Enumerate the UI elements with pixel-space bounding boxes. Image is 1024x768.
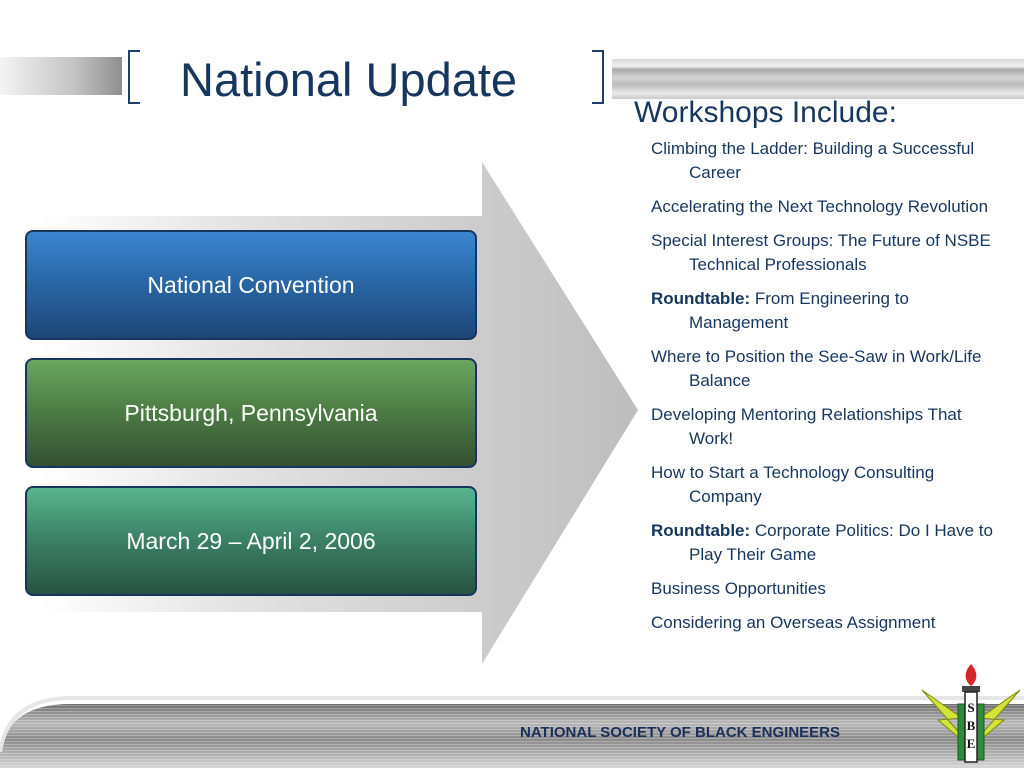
- workshop-item: Where to Position the See-Saw in Work/Life Balance: [651, 347, 982, 390]
- workshop-list: [651, 137, 1001, 645]
- workshop-item: Considering an Overseas Assignment: [651, 613, 936, 632]
- workshop-item: Roundtable: Corporate Politics: Do I Have to Play Their Game: [651, 521, 993, 564]
- convention-label: National Convention: [147, 271, 355, 298]
- slide-title: National Update: [180, 53, 518, 106]
- location-label: Pittsburgh, Pennsylvania: [124, 399, 378, 426]
- logo-letter-s: S: [967, 700, 975, 715]
- logo-letter-b: B: [966, 718, 976, 733]
- date-box: [25, 486, 477, 596]
- date-label: March 29 – April 2, 2006: [126, 527, 376, 554]
- workshop-item: Developing Mentoring Relationships That Work!: [651, 405, 962, 448]
- organization-name: NATIONAL SOCIETY OF BLACK ENGINEERS: [520, 724, 841, 741]
- convention-box: [25, 230, 477, 340]
- workshop-item: How to Start a Technology Consulting Company: [651, 463, 935, 506]
- nsbe-torch-logo-icon: [918, 660, 1024, 768]
- workshop-item: Climbing the Ladder: Building a Successful Career: [651, 139, 975, 182]
- location-box: [25, 358, 477, 468]
- workshop-item: Special Interest Groups: The Future of NSBE Technical Professionals: [651, 231, 991, 274]
- workshop-item: Business Opportunities: [651, 579, 826, 598]
- workshop-item: Roundtable: From Engineering to Management: [651, 289, 909, 332]
- logo-letter-e: E: [966, 736, 976, 751]
- footer-band: [0, 690, 1024, 768]
- workshop-item: Accelerating the Next Technology Revolution: [651, 197, 989, 216]
- workshops-heading: Workshops Include:: [634, 96, 897, 129]
